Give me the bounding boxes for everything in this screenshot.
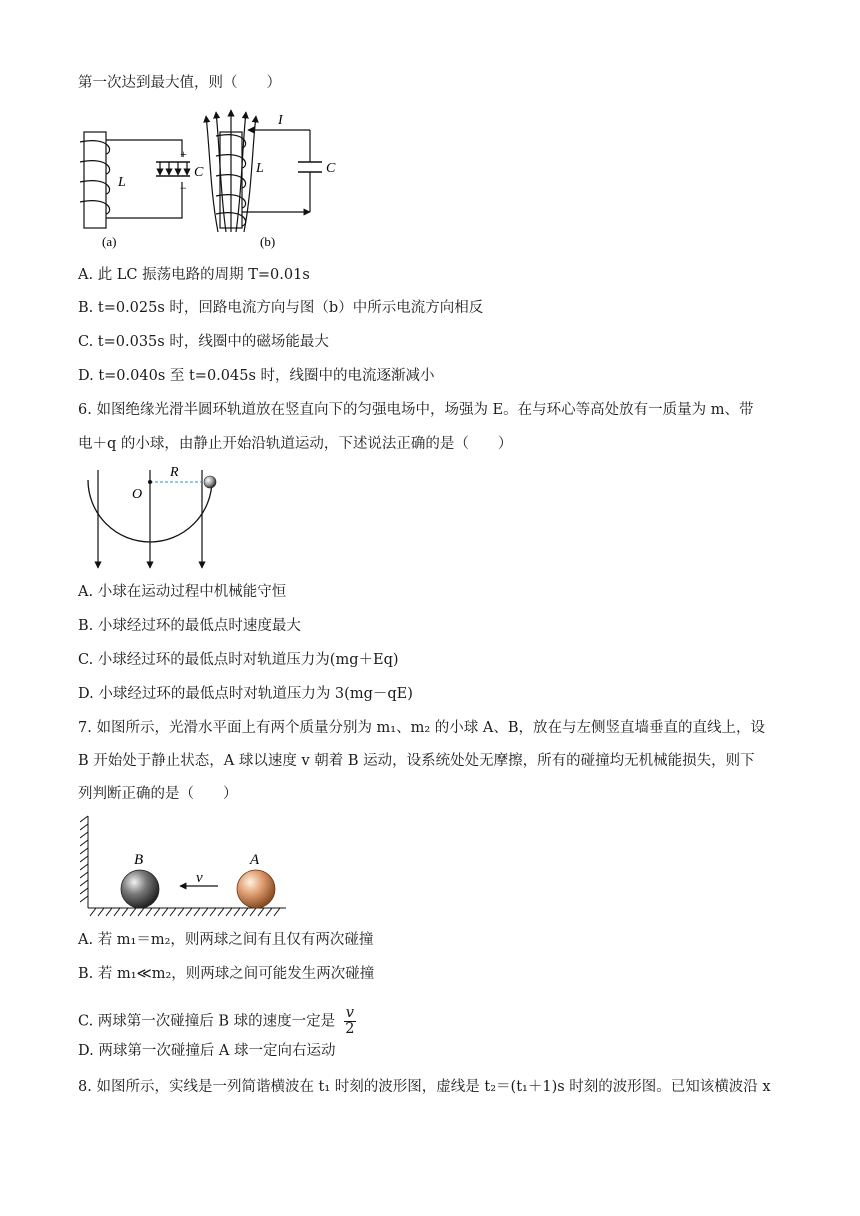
label-L-b: L bbox=[256, 161, 264, 176]
lc-circuit-figure bbox=[70, 100, 360, 250]
q6-option-d: D. 小球经过环的最低点时对轨道压力为 3(mg－qE) bbox=[78, 686, 413, 702]
label-v: v bbox=[196, 870, 203, 886]
label-R: R bbox=[170, 465, 179, 480]
minus-sign: − bbox=[180, 181, 187, 195]
label-C-a: C bbox=[194, 165, 204, 180]
label-O: O bbox=[132, 487, 143, 502]
q7-option-c-text: C. 两球第一次碰撞后 B 球的速度一定是 bbox=[78, 1013, 336, 1030]
q6-stem-line2: 电＋q 的小球，由静止开始沿轨道运动，下述说法正确的是（ ） bbox=[78, 436, 513, 452]
label-C-b: C bbox=[326, 161, 336, 176]
wall-balls-figure bbox=[80, 812, 290, 918]
q8-stem-line1: 8. 如图所示，实线是一列简谐横波在 t₁ 时刻的波形图，虚线是 t₂＝(t₁＋1)s 时刻的波形图。已知该横波沿 x bbox=[78, 1079, 771, 1095]
q7-stem-line3: 列判断正确的是（ ） bbox=[78, 786, 238, 802]
q5-stem-tail: 第一次达到最大值，则（ ） bbox=[78, 75, 281, 91]
fraction-numerator: v bbox=[345, 1005, 354, 1021]
semicircle-track-figure bbox=[80, 462, 230, 574]
fraction-denominator: 2 bbox=[345, 1021, 355, 1037]
q6-option-a: A. 小球在运动过程中机械能守恒 bbox=[78, 584, 287, 600]
ball-b bbox=[121, 870, 159, 908]
fig-a-label: (a) bbox=[102, 234, 117, 249]
circuit-b bbox=[206, 110, 322, 232]
q7-option-a: A. 若 m₁＝m₂，则两球之间有且仅有两次碰撞 bbox=[78, 932, 374, 948]
label-B: B bbox=[134, 852, 144, 868]
q5-option-d: D. t=0.040s 至 t=0.045s 时，线圈中的电流逐渐减小 bbox=[78, 368, 435, 384]
q7-option-b: B. 若 m₁≪m₂，则两球之间可能发生两次碰撞 bbox=[78, 966, 375, 982]
q7-stem-line2: B 开始处于静止状态，A 球以速度 v 朝着 B 运动，设系统处处无摩擦，所有的碰撞均无机械能损失，则下 bbox=[78, 753, 755, 769]
q6-option-b: B. 小球经过环的最低点时速度最大 bbox=[78, 618, 301, 634]
plus-sign: + bbox=[180, 147, 187, 161]
q5-option-a: A. 此 LC 振荡电路的周期 T=0.01s bbox=[78, 267, 310, 283]
q7-option-c bbox=[78, 1006, 356, 1037]
q5-option-c: C. t=0.035s 时，线圈中的磁场能最大 bbox=[78, 334, 329, 350]
ball-a bbox=[237, 870, 275, 908]
fig-b-label: (b) bbox=[260, 234, 276, 249]
label-L-a: L bbox=[118, 175, 126, 190]
circuit-a bbox=[80, 132, 190, 228]
label-A: A bbox=[250, 852, 260, 868]
label-I: I bbox=[278, 113, 283, 128]
q6-option-c: C. 小球经过环的最低点时对轨道压力为(mg＋Eq) bbox=[78, 652, 399, 668]
q7-option-d: D. 两球第一次碰撞后 A 球一定向右运动 bbox=[78, 1043, 336, 1059]
q7-stem-line1: 7. 如图所示，光滑水平面上有两个质量分别为 m₁、m₂ 的小球 A、B，放在与左侧竖直墙垂直的直线上，设 bbox=[78, 720, 766, 736]
fraction-v-over-2 bbox=[344, 1006, 356, 1037]
q6-stem-line1: 6. 如图绝缘光滑半圆环轨道放在竖直向下的匀强电场中，场强为 E。在与环心等高处放有一质量为 m、带 bbox=[78, 402, 754, 418]
q5-option-b: B. t=0.025s 时，回路电流方向与图（b）中所示电流方向相反 bbox=[78, 300, 484, 316]
